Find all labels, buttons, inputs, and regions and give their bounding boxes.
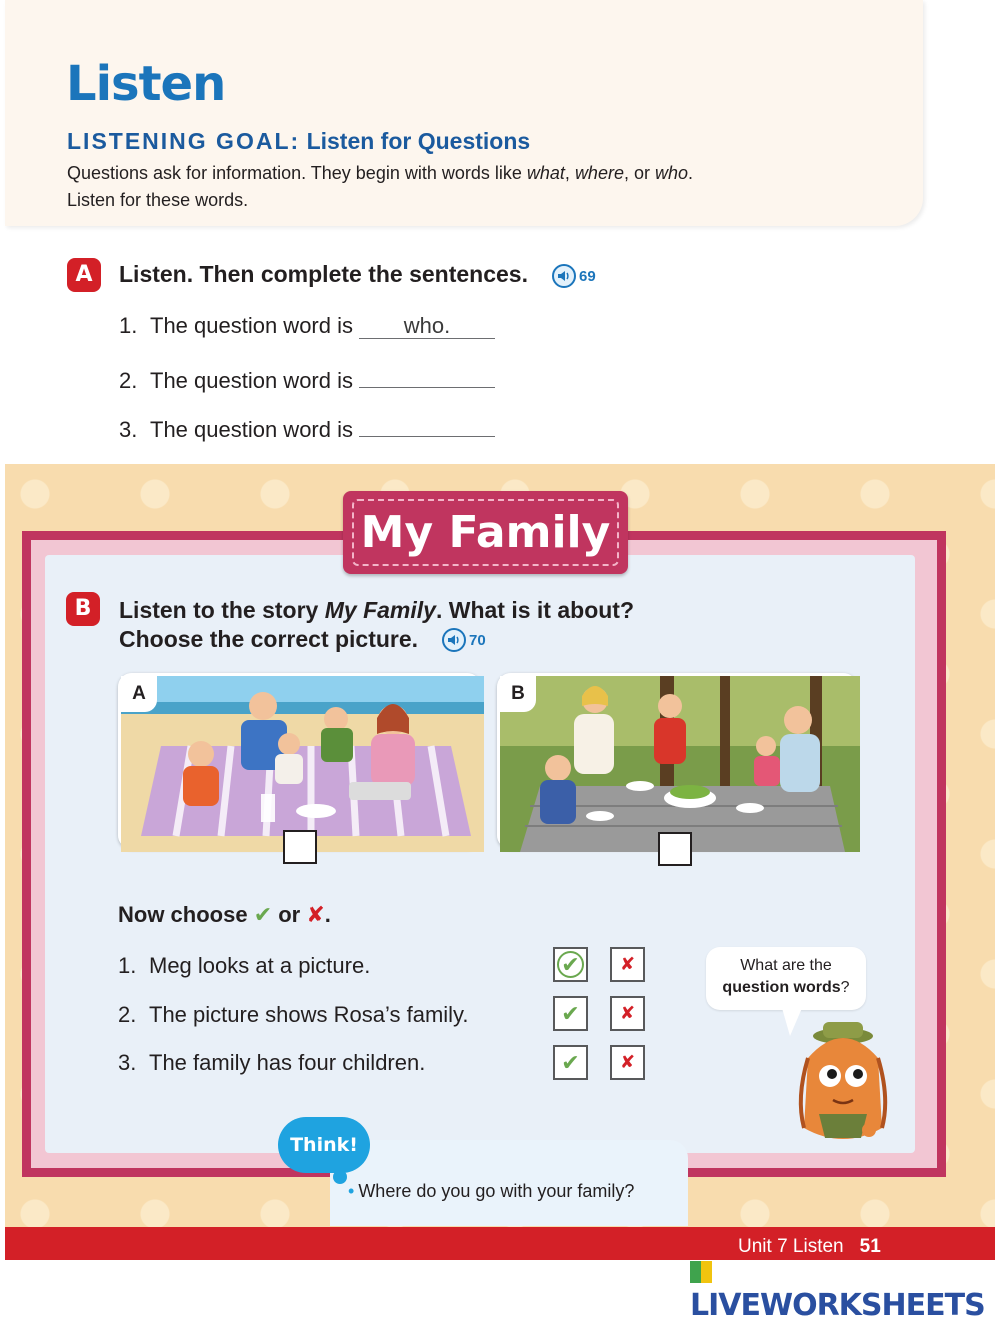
answer-field-2[interactable] [359, 362, 495, 388]
cross-icon: ✘ [619, 1003, 636, 1023]
listening-goal [67, 128, 530, 155]
think-cloud-dot [333, 1170, 347, 1184]
page-number: 51 [859, 1236, 881, 1257]
choose-or: or [272, 902, 307, 927]
audio-track-number: 69 [579, 267, 596, 285]
picture-a-label: A [121, 676, 157, 712]
think-label: Think! [278, 1117, 370, 1173]
desc-or: , or [623, 163, 655, 183]
picture-a-checkbox[interactable] [283, 830, 317, 864]
desc-what: what [526, 163, 565, 183]
audio-button-70[interactable] [442, 628, 486, 652]
question-number: 1. [119, 313, 138, 338]
desc-text: Questions ask for information. They begin with words like [67, 163, 527, 183]
story-banner [343, 491, 628, 574]
statement-text: Meg looks at a picture. [149, 953, 371, 978]
statement-2-false-option[interactable] [610, 996, 645, 1031]
speech-bold: question words [722, 979, 841, 996]
bullet-icon: • [348, 1181, 355, 1201]
picture-b-checkbox[interactable] [658, 832, 692, 866]
desc-line2: Listen for these words. [67, 190, 249, 210]
picture-a-beach-picnic[interactable] [118, 673, 481, 849]
picture-b-label: B [500, 676, 536, 712]
liveworksheets-logo-icon [690, 1261, 712, 1283]
picture-b-forest-picnic[interactable] [497, 673, 857, 849]
tick-icon: ✔ [253, 902, 273, 927]
beach-picnic-illustration [121, 676, 484, 852]
statement-text: The picture shows Rosa’s family. [149, 1002, 469, 1027]
question-3 [119, 411, 495, 443]
question-text: The question word is [150, 417, 353, 442]
activity-b-badge: B [66, 592, 100, 626]
forest-picnic-illustration [500, 676, 860, 852]
cross-icon: ✘ [619, 954, 636, 974]
statement-3 [118, 1050, 425, 1076]
goal-description [67, 160, 827, 214]
audio-button-69[interactable] [552, 264, 596, 288]
statement-number: 2. [118, 1002, 137, 1027]
desc-where: where [574, 163, 624, 183]
choose-end: . [324, 902, 331, 927]
speaker-icon [442, 628, 466, 652]
think-question-text: Where do you go with your family? [358, 1181, 635, 1201]
mascot-character-icon [783, 1018, 903, 1148]
tick-icon: ✔ [561, 1001, 580, 1026]
activity-a-badge: A [67, 258, 101, 292]
statement-3-false-option[interactable] [610, 1045, 645, 1080]
statement-1-false-option[interactable] [610, 947, 645, 982]
statement-2-true-option[interactable] [553, 996, 588, 1031]
watermark [690, 1253, 1000, 1323]
desc-who: who [654, 163, 689, 183]
question-number: 3. [119, 417, 138, 442]
question-text: The question word is [150, 313, 353, 338]
statement-number: 3. [118, 1050, 137, 1075]
tick-icon: ✔ [557, 951, 584, 978]
desc-end: . [688, 163, 694, 183]
instr-line2: Choose the correct picture. [119, 626, 419, 652]
tick-icon: ✔ [561, 1050, 580, 1075]
goal-text: Listen for Questions [306, 128, 531, 154]
think-question [348, 1181, 634, 1202]
goal-label: LISTENING GOAL: [67, 128, 301, 154]
activity-a-instruction: Listen. Then complete the sentences. [119, 261, 528, 287]
question-1 [119, 313, 495, 339]
audio-track-number: 70 [469, 631, 486, 649]
choose-instruction [118, 902, 331, 928]
statement-1 [118, 953, 370, 979]
desc-comma: , [564, 163, 575, 183]
footer-unit: Unit 7 Listen [738, 1236, 844, 1257]
statement-text: The family has four children. [149, 1050, 426, 1075]
question-number: 2. [119, 368, 138, 393]
cross-icon: ✘ [306, 902, 325, 927]
question-2 [119, 362, 495, 394]
speaker-icon [552, 264, 576, 288]
answer-field-3[interactable] [359, 411, 495, 437]
statement-2 [118, 1002, 469, 1028]
statement-number: 1. [118, 953, 137, 978]
instr-text: . What is it about? [435, 597, 635, 623]
speech-bubble [706, 947, 866, 1010]
choose-text: Now choose [118, 902, 254, 927]
watermark-text: LIVEWORKSHEETS [690, 1288, 985, 1323]
page-title: Listen [66, 56, 226, 112]
cross-icon: ✘ [619, 1052, 636, 1072]
instr-text: Listen to the story [119, 597, 325, 623]
speech-line1: What are the [740, 957, 832, 974]
activity-b-instruction [119, 596, 634, 654]
speech-end: ? [840, 979, 850, 996]
question-text: The question word is [150, 368, 353, 393]
statement-3-true-option[interactable] [553, 1045, 588, 1080]
instr-story-title: My Family [324, 597, 436, 623]
answer-field-1[interactable]: who. [359, 313, 495, 339]
story-title: My Family [352, 499, 619, 566]
statement-1-true-option[interactable] [553, 947, 588, 982]
